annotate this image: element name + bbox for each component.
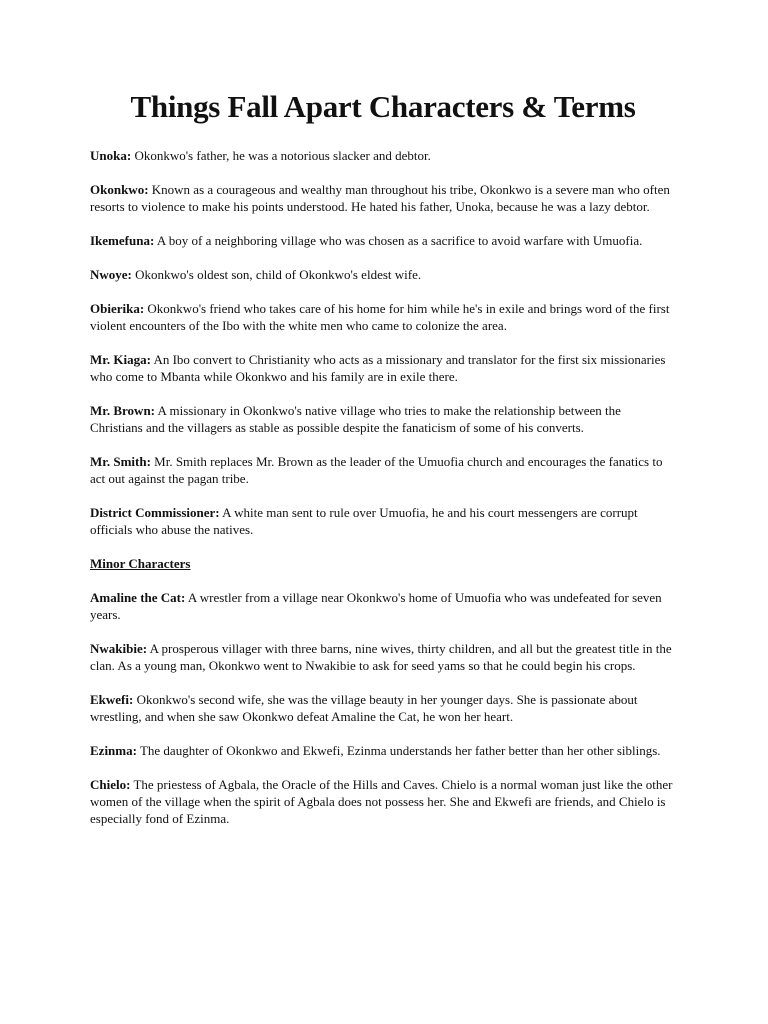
character-definition: Known as a courageous and wealthy man throughout his tribe, Okonkwo is a severe man who often resorts to violence to make his points understood. He hated his father, Unoka, because he was a lazy debtor. — [90, 182, 670, 215]
character-term: Ezinma: — [90, 743, 137, 759]
character-entry-ezinma — [90, 742, 676, 759]
character-entry-ekwefi — [90, 691, 676, 725]
document-title: Things Fall Apart Characters & Terms — [130, 89, 636, 124]
character-entry-unoka — [90, 147, 676, 164]
character-term: Mr. Smith: — [90, 454, 151, 470]
character-term: Nwoye: — [90, 267, 132, 283]
character-entry-district-commissioner — [90, 504, 676, 538]
character-entry-mr-brown — [90, 402, 676, 436]
character-definition: A missionary in Okonkwo's native village who tries to make the relationship between the Christians and the villagers as stable as possible despite the fanaticism of some of his converts. — [90, 403, 621, 436]
character-definition: Okonkwo's second wife, she was the village beauty in her younger days. She is passionate about wrestling, and when she saw Okonkwo defeat Amaline the Cat, he won her heart. — [90, 692, 638, 725]
character-term: Obierika: — [90, 301, 145, 317]
character-entry-okonkwo — [90, 181, 676, 215]
character-entry-nwakibie — [90, 640, 676, 674]
character-definition: Okonkwo's oldest son, child of Okonkwo's eldest wife. — [135, 267, 422, 283]
character-term: Ikemefuna: — [90, 233, 155, 249]
character-term: Mr. Brown: — [90, 403, 155, 419]
character-definition: A wrestler from a village near Okonkwo's home of Umuofia who was undefeated for seven years. — [90, 590, 662, 623]
character-definition: The daughter of Okonkwo and Ekwefi, Ezinma understands her father better than her other siblings. — [139, 743, 661, 759]
character-entry-obierika — [90, 300, 676, 334]
character-definition: An Ibo convert to Christianity who acts as a missionary and translator for the first six missionaries who come to Mbanta while Okonkwo and his family are in exile there. — [90, 352, 666, 385]
minor-characters-heading: Minor Characters — [90, 556, 191, 572]
character-term: Mr. Kiaga: — [90, 352, 151, 368]
character-definition: Okonkwo's friend who takes care of his home for him while he's in exile and brings word of the first violent encounters of the Ibo with the white men who came to colonize the area. — [90, 301, 670, 334]
character-entry-mr-smith — [90, 453, 676, 487]
character-entry-nwoye — [90, 266, 676, 283]
character-definition: Mr. Smith replaces Mr. Brown as the leader of the Umuofia church and encourages the fanatics to act out against the pagan tribe. — [90, 454, 663, 487]
character-entry-amaline — [90, 589, 676, 623]
character-term: Chielo: — [90, 777, 131, 793]
character-definition: A boy of a neighboring village who was chosen as a sacrifice to avoid warfare with Umuofia. — [156, 233, 643, 249]
character-term: Ekwefi: — [90, 692, 134, 708]
character-term: District Commissioner: — [90, 505, 220, 521]
character-term: Nwakibie: — [90, 641, 148, 657]
character-entry-chielo — [90, 776, 676, 827]
character-term: Okonkwo: — [90, 182, 149, 198]
character-definition: Okonkwo's father, he was a notorious slacker and debtor. — [134, 148, 431, 164]
character-term: Amaline the Cat: — [90, 590, 186, 606]
character-definition: The priestess of Agbala, the Oracle of the Hills and Caves. Chielo is a normal woman just like the other women of the village when the spirit of Agbala does not possess her. She and Ekwefi are friends, and Chielo is especially fond of Ezinma. — [90, 777, 673, 827]
character-entry-ikemefuna — [90, 232, 676, 249]
character-term: Unoka: — [90, 148, 132, 164]
character-entry-mr-kiaga — [90, 351, 676, 385]
character-definition: A white man sent to rule over Umuofia, he and his court messengers are corrupt officials who abuse the natives. — [90, 505, 638, 538]
character-definition: A prosperous villager with three barns, nine wives, thirty children, and all but the greatest title in the clan. As a young man, Okonkwo went to Nwakibie to ask for seed yams so that he could begin his crops. — [90, 641, 672, 674]
main-characters-list — [90, 147, 676, 538]
minor-characters-list — [90, 589, 676, 827]
